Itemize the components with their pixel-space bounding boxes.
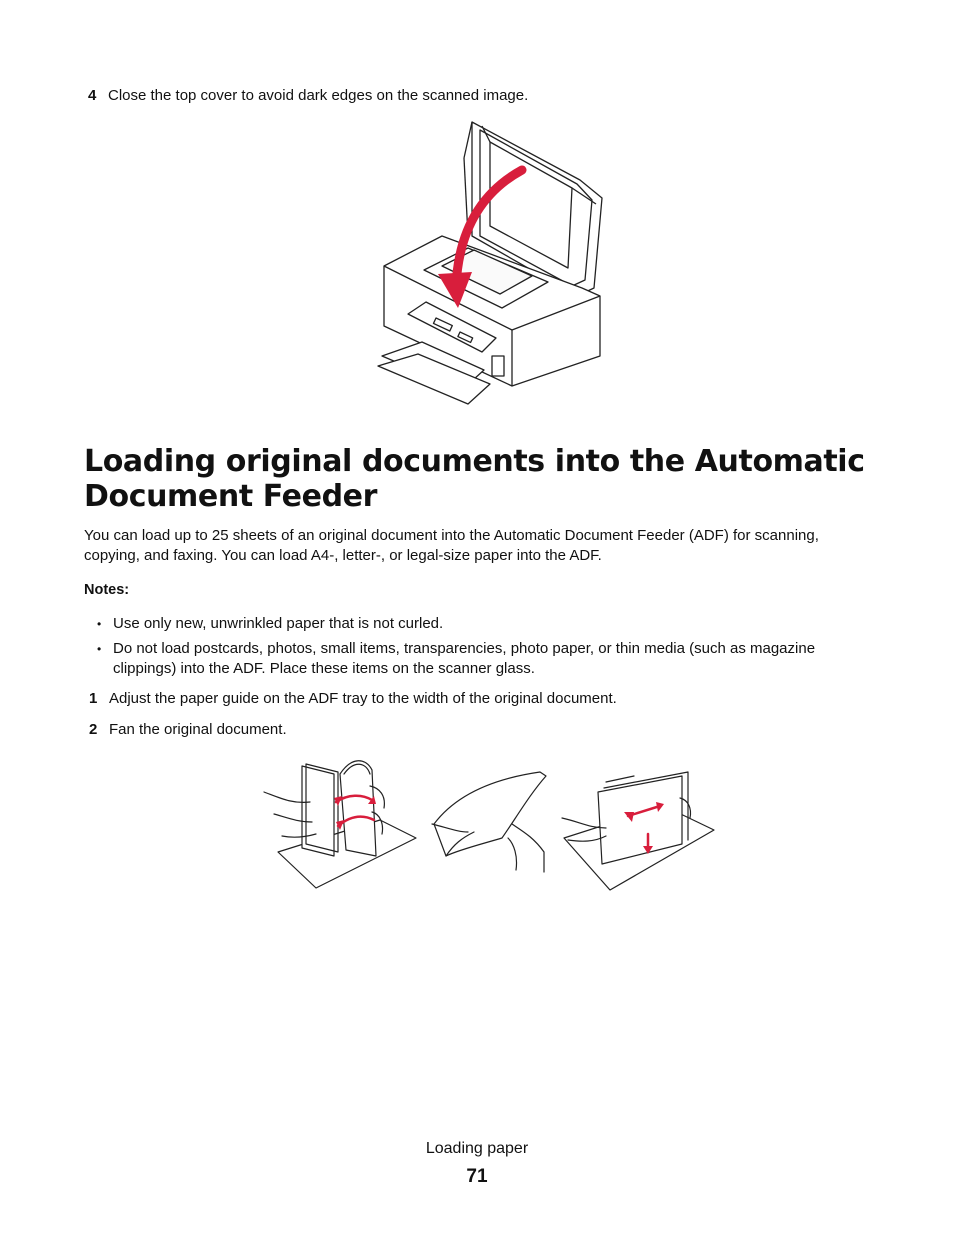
intro-paragraph [84,526,884,566]
step-text: Close the top cover to avoid dark edges on the scanned image. [108,87,529,104]
step-text: Adjust the paper guide on the ADF tray to the width of the original document. [109,690,617,707]
bullet-icon: • [97,617,102,631]
step-number: 4 [88,87,97,104]
fan-document-illustrations [262,752,718,892]
heading-line-2: Document Feeder [84,479,377,514]
step-number: 1 [89,690,98,707]
heading-line-1: Loading original documents into the Automatic [84,444,865,479]
section-heading [84,444,884,514]
notes-label: Notes: [84,582,130,598]
note-text-line-2: clippings) into the ADF. Place these items on the scanner glass. [113,660,535,677]
intro-line-1: You can load up to 25 sheets of an original document into the Automatic Document Feeder (ADF) for scanning, [84,527,819,544]
footer-section-label: Loading paper [425,1140,529,1157]
step-text: Fan the original document. [109,721,287,738]
intro-line-2: copying, and faxing. You can load A4-, letter-, or legal-size paper into the ADF. [84,547,602,564]
note-item [97,639,877,679]
step-1 [89,689,789,709]
note-item [97,614,877,634]
step-number: 2 [89,721,98,738]
note-text: Use only new, unwrinkled paper that is not curled. [113,615,444,632]
page-number: 71 [466,1166,488,1187]
note-text-line-1: Do not load postcards, photos, small items, transparencies, photo paper, or thin media (such as magazine [113,640,816,657]
bullet-icon: • [97,642,102,656]
step-4 [88,86,788,106]
step-2 [89,720,789,740]
printer-close-cover-illustration [372,118,608,408]
